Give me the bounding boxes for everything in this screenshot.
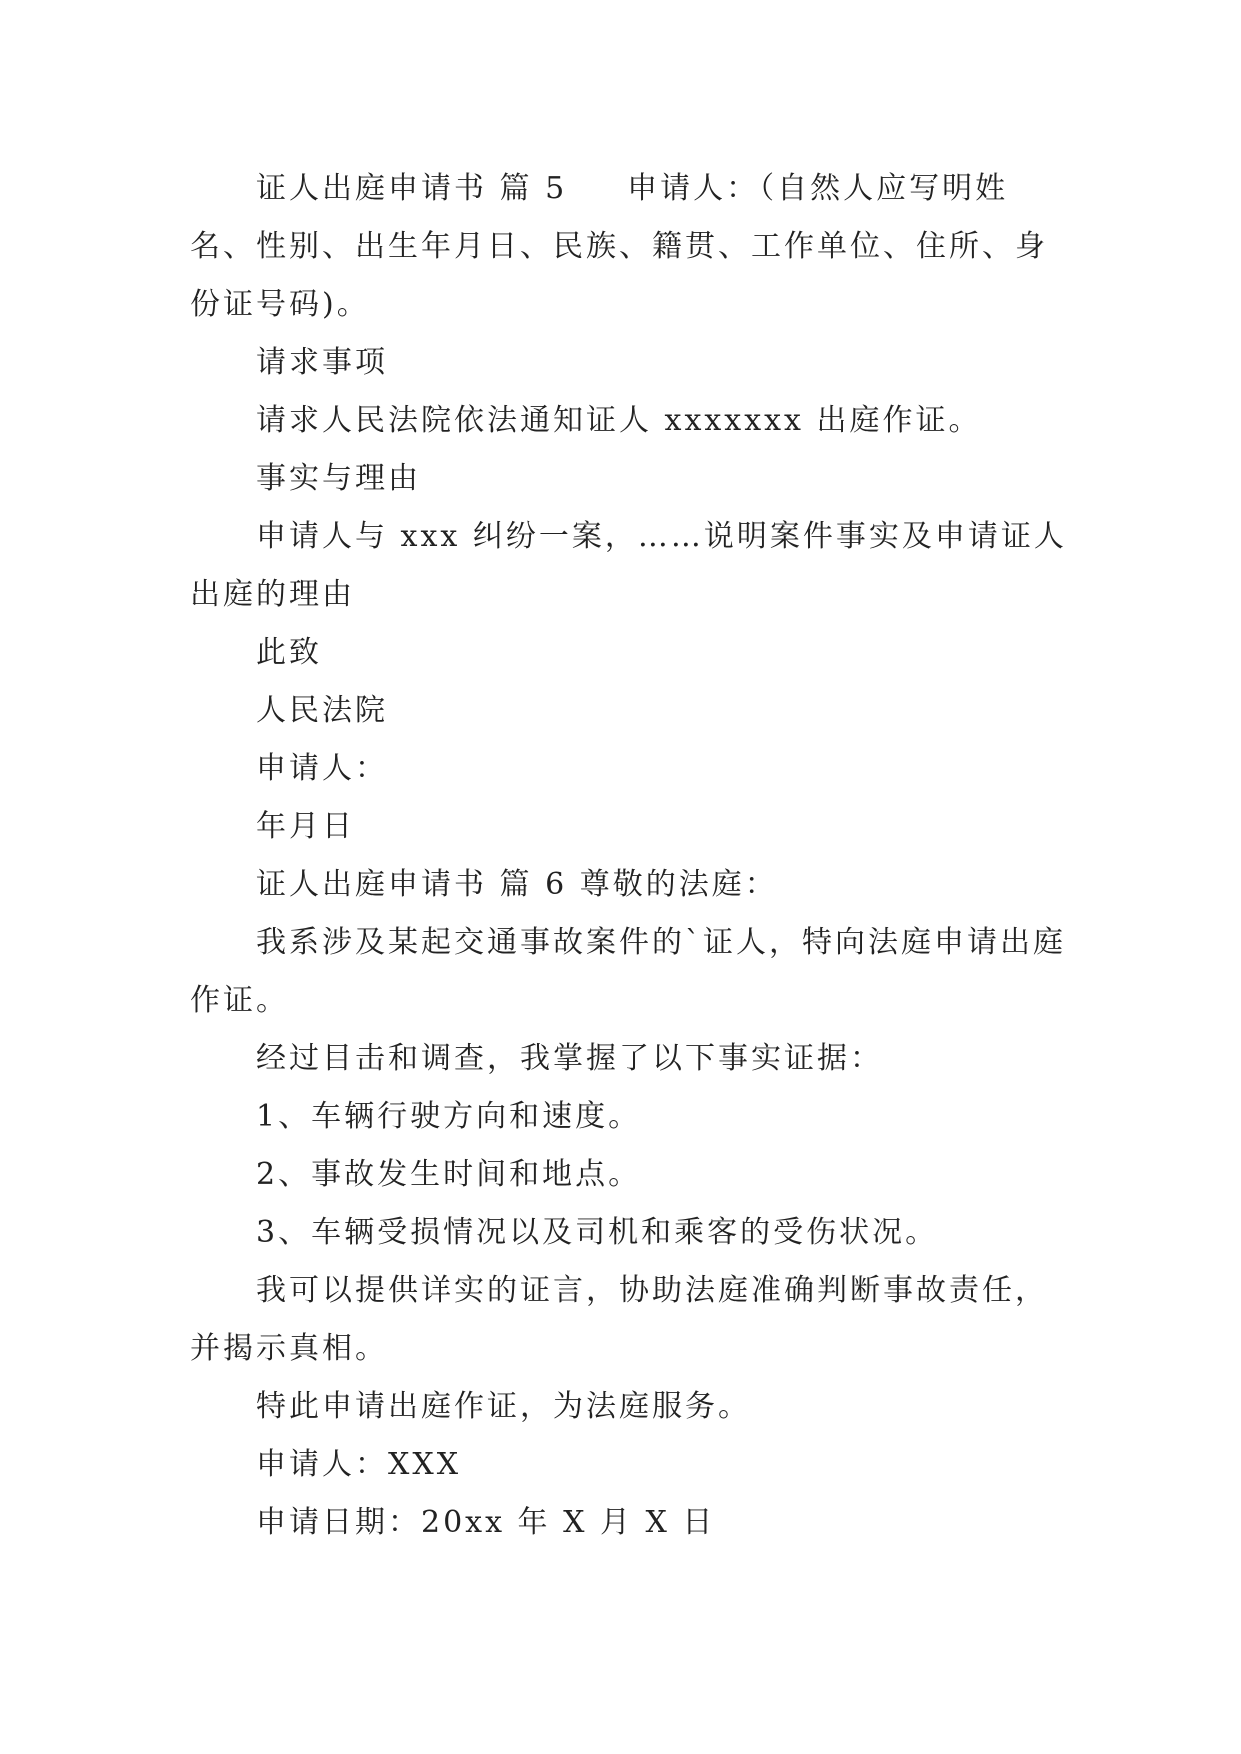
court-name: 人民法院	[256, 693, 388, 728]
section-title-requests: 请求事项	[256, 345, 388, 380]
request-text: 请求人民法院依法通知证人 xxxxxxx 出庭作证。	[256, 403, 982, 438]
applicant-info-text: 申请人：（自然人应写明姓名、性别、出生年月日、民族、籍贯、工作单位、住所、身份证号码)。	[190, 171, 1048, 322]
witness-intro: 我系涉及某起交通事故案件的`证人，特向法庭申请出庭作证。	[190, 925, 1066, 1018]
heading-6: 证人出庭申请书 篇 6 尊敬的法庭：	[256, 867, 778, 902]
document-body	[190, 160, 1070, 1552]
evidence-item-2: 2、事故发生时间和地点。	[256, 1157, 642, 1192]
section-title-facts: 事实与理由	[256, 461, 421, 496]
applicant-signature: 申请人：	[256, 751, 388, 786]
evidence-intro: 经过目击和调查，我掌握了以下事实证据：	[256, 1041, 883, 1076]
application-date: 申请日期：20xx 年 X 月 X 日	[256, 1505, 716, 1540]
closing-statement: 特此申请出庭作证，为法庭服务。	[256, 1389, 751, 1424]
date-line: 年月日	[256, 809, 355, 844]
heading-5: 证人出庭申请书 篇 5	[256, 171, 568, 206]
testimony-offer: 我可以提供详实的证言，协助法庭准确判断事故责任，并揭示真相。	[190, 1273, 1048, 1366]
evidence-item-1: 1、车辆行驶方向和速度。	[256, 1099, 642, 1134]
evidence-item-3: 3、车辆受损情况以及司机和乘客的受伤状况。	[256, 1215, 939, 1250]
applicant-name: 申请人：XXX	[256, 1447, 462, 1482]
facts-text: 申请人与 xxx 纠纷一案，……说明案件事实及申请证人出庭的理由	[190, 519, 1067, 612]
paragraph-heading-5	[190, 160, 1070, 334]
salutation: 此致	[256, 635, 322, 670]
